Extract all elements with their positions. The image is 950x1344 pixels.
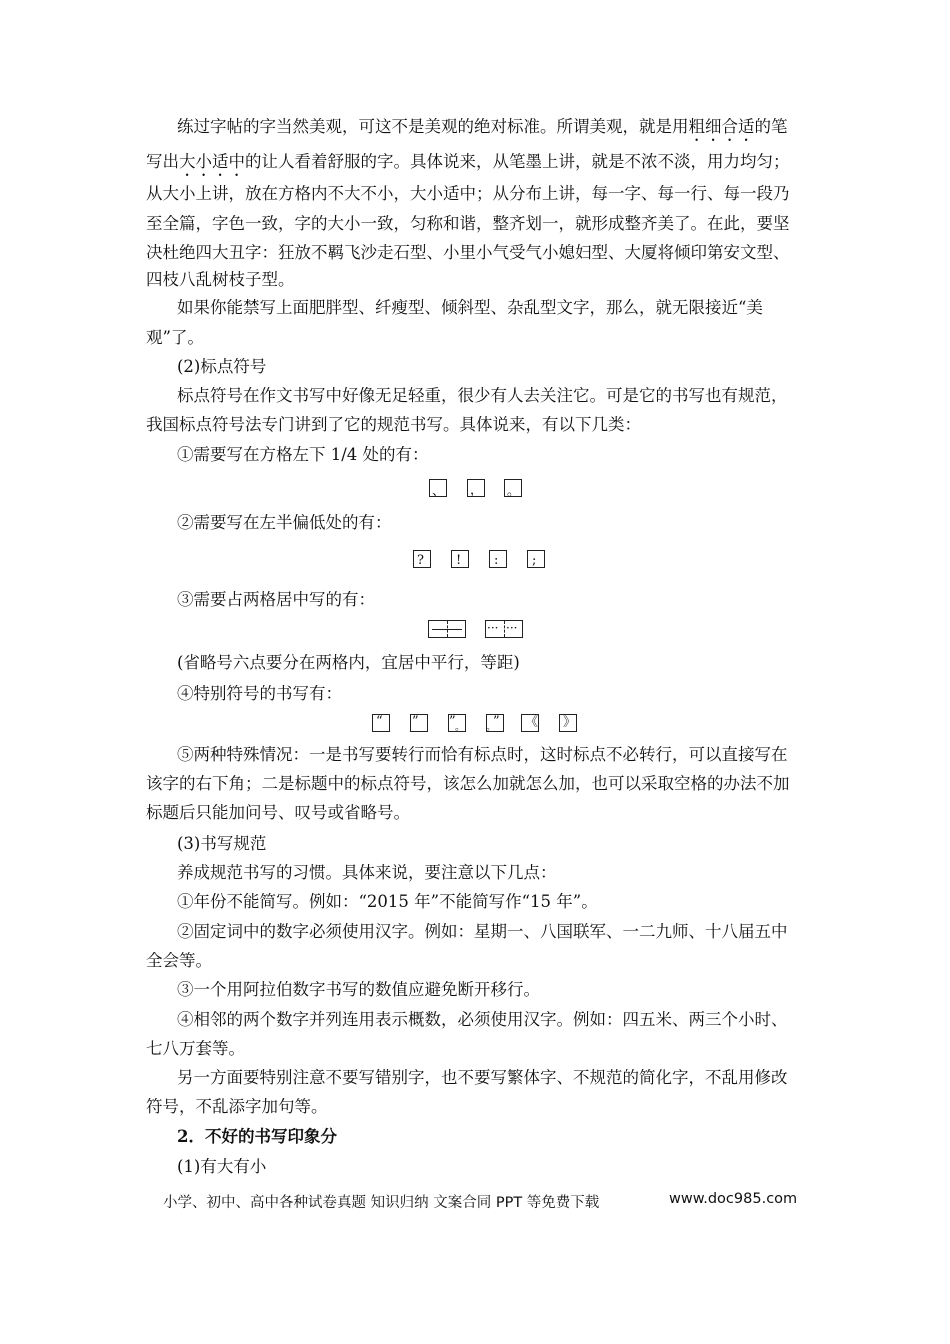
footer-link[interactable]: www.doc985.com (669, 1191, 798, 1207)
dash-double-box (428, 620, 466, 638)
punctuation-box (559, 714, 577, 732)
punctuation-glyph: 。 (455, 722, 465, 733)
punctuation-glyph: 。 (507, 484, 521, 499)
paragraph-line: 符号，不乱添字加句等。 (146, 1097, 328, 1116)
emphasized-text: 粗细合适 (688, 117, 755, 136)
punctuation-glyph: ! (456, 553, 462, 568)
paragraph-line: 全会等。 (146, 951, 212, 970)
section-heading: 2．不好的书写印象分 (177, 1127, 337, 1146)
paragraph-line: 至全篇，字色一致，字的大小一致，匀称和谐，整齐划一，就形成整齐美了。在此，要坚 (146, 214, 790, 233)
footer-text: 小学、初中、高中各种试卷真题 知识归纳 文案合同 PPT 等免费下载 (163, 1195, 600, 1211)
rule-text: ①需要写在方格左下 1/4 处的有： (177, 445, 429, 464)
punctuation-box (504, 479, 522, 497)
punctuation-box (486, 714, 504, 732)
rule-text: ②需要写在左半偏低处的有： (177, 513, 392, 532)
ellipsis-glyph: ··· (506, 621, 518, 635)
paragraph-line: 观”了。 (146, 328, 204, 347)
paragraph-line: 四枝八乱树枝子型。 (146, 270, 295, 289)
ellipsis-glyph: ··· (487, 621, 499, 635)
punctuation-box (410, 714, 428, 732)
dash-mark (432, 629, 462, 630)
punctuation-box (467, 479, 485, 497)
paragraph-line: 从大小上讲，放在方格内不大不小，大小适中；从分布上讲，每一字、每一行、每一段乃 (146, 184, 790, 203)
paragraph-line: 另一方面要特别注意不要写错别字，也不要写繁体字、不规范的简化字，不乱用修改 (177, 1068, 788, 1087)
punctuation-glyph: ; (532, 553, 537, 568)
paragraph-line: 养成规范书写的习惯。具体来说，要注意以下几点： (177, 863, 557, 882)
punctuation-box (451, 550, 469, 568)
paragraph-line: 如果你能禁写上面肥胖型、纤瘦型、倾斜型、杂乱型文字，那么，就无限接近“美 (177, 298, 763, 317)
paragraph-line: ②固定词中的数字必须使用汉字。例如：星期一、八国联军、一二九师、十八届五中 (177, 922, 788, 941)
punctuation-box (521, 714, 539, 732)
rule-text: ③需要占两格居中写的有： (177, 590, 375, 609)
punctuation-glyph: 《 (525, 715, 539, 730)
punctuation-glyph: ” (493, 714, 500, 729)
text-run: 的让人看着舒服的字。具体说来，从笔墨上讲，就是不浓不淡，用力均匀； (245, 152, 790, 171)
text-run: 的笔 (754, 117, 788, 136)
paragraph-line: 标点符号在作文书写中好像无足轻重，很少有人去关注它。可是它的书写也有规范， (177, 386, 788, 405)
paragraph-line: ④相邻的两个数字并列连用表示概数，必须使用汉字。例如：四五米、两三个小时、 (177, 1010, 788, 1029)
paragraph-line: ①年份不能简写。例如：“2015 年”不能简写作“15 年”。 (177, 892, 598, 911)
punctuation-glyph: ， (470, 483, 484, 498)
punctuation-box (413, 550, 431, 568)
punctuation-glyph: ” (449, 714, 456, 729)
section-heading: (3)书写规范 (177, 834, 267, 853)
punctuation-glyph: 》 (563, 715, 577, 730)
paragraph-line: ⑤两种特殊情况：一是书写要转行而恰有标点时，这时标点不必转行，可以直接写在 (177, 745, 788, 764)
punctuation-glyph: ? (417, 553, 424, 568)
punctuation-box-row (429, 479, 524, 499)
punctuation-box (448, 714, 466, 732)
paragraph-line: 七八万套等。 (146, 1039, 245, 1058)
text-run: 写出 (146, 152, 179, 171)
note-text: (省略号六点要分在两格内，宜居中平行，等距) (177, 653, 520, 672)
punctuation-box (527, 550, 545, 568)
page-footer (163, 1191, 803, 1212)
punctuation-box (429, 479, 447, 497)
punctuation-box (489, 550, 507, 568)
text-run: 练过字帖的字当然美观，可这不是美观的绝对标准。所谓美观，就是用 (177, 117, 689, 136)
punctuation-glyph: : (494, 553, 499, 568)
paragraph-line: 我国标点符号法专门讲到了它的规范书写。具体说来，有以下几类： (146, 415, 641, 434)
paragraph-line: 决杜绝四大丑字：狂放不羁飞沙走石型、小里小气受气小媳妇型、大厦将倾印第安文型、 (146, 243, 790, 262)
paragraph-line (177, 117, 817, 145)
punctuation-glyph: “ (376, 714, 383, 729)
paragraph-line: 该字的右下角；二是标题中的标点符号，该怎么加就怎么加，也可以采取空格的办法不加 (146, 774, 790, 793)
rule-text: ④特别符号的书写有： (177, 684, 342, 703)
ellipsis-double-box (485, 620, 523, 638)
punctuation-glyph: 。 (486, 722, 496, 733)
punctuation-box (372, 714, 390, 732)
paragraph-line: ③一个用阿拉伯数字书写的数值应避免断开移行。 (177, 980, 540, 999)
section-heading: (2)标点符号 (177, 357, 267, 376)
punctuation-box-row (428, 620, 524, 640)
punctuation-box-row (413, 550, 545, 570)
paragraph-line: 标题后只能加问号、叹号或省略号。 (146, 803, 410, 822)
punctuation-glyph: 、 (432, 484, 446, 499)
emphasized-text: 大小适中 (179, 152, 245, 171)
paragraph-line (146, 152, 816, 180)
punctuation-box-row (372, 714, 577, 734)
subsection-heading: (1)有大有小 (177, 1157, 267, 1176)
punctuation-glyph: ” (412, 714, 419, 729)
cell-divider (504, 621, 505, 637)
